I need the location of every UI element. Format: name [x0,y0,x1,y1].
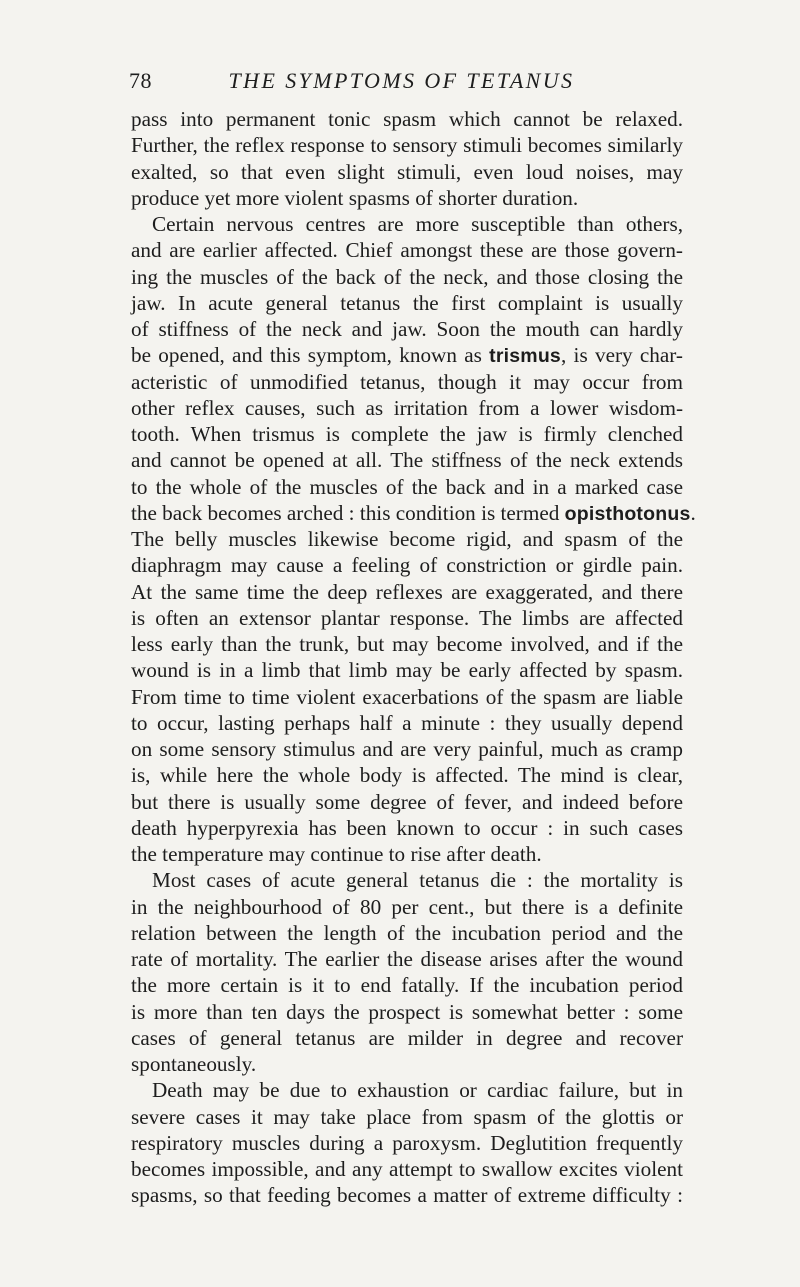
text-line: Certain nervous centres are more susceptible than others, [152,212,683,236]
text-line: spasms, so that feeding becomes a matter of extreme difficulty : [131,1183,683,1208]
text-line: wound is in a limb that limb may be early affected by spasm. [131,658,683,683]
text-line: to the whole of the muscles of the back and in a marked case [131,474,683,499]
text-line: is often an extensor plantar response. The limbs are affected [131,605,683,630]
text-line: tooth. When trismus is complete the jaw is firmly clenched [131,422,683,446]
text-line: exalted, so that even slight stimuli, even loud noises, may [131,159,683,184]
text-line: severe cases it may take place from spasm of the glottis or [131,1104,683,1129]
text-line: but there is usually some degree of fever, and indeed before [131,789,683,814]
text-line: the back becomes arched : this condition is termed opisthotonus. [131,500,696,525]
text-line: ing the muscles of the back of the neck, and those closing the [131,264,683,289]
text-line: less early than the trunk, but may become involved, and if the [131,632,683,656]
text-line: rate of mortality. The earlier the disease arises after the wound [131,947,683,971]
page-number: 78 [129,68,152,93]
text-line: respiratory muscles during a paroxysm. Deglutition frequently [131,1130,683,1155]
running-title: THE SYMPTOMS OF TETANUS [228,68,575,93]
body-text [131,106,696,1209]
text-line: the more certain is it to end fatally. If the incubation period [131,973,683,998]
text-line: the temperature may continue to rise after death. [131,842,542,866]
text-line: From time to time violent exacerbations of the spasm are liable [131,684,683,709]
term-opisthotonus: opisthotonus [564,502,691,525]
text-line: Most cases of acute general tetanus die : the mortality is [152,868,683,893]
text-line: death hyperpyrexia has been known to occur : in such cases [131,815,683,840]
text-line: on some sensory stimulus and are very painful, much as cramp [131,737,683,761]
page-header [129,68,674,100]
text-line: is, while here the whole body is affected. The mind is clear, [131,763,683,788]
text-line: Further, the reflex response to sensory stimuli becomes similarly [131,133,683,158]
text-line: cases of general tetanus are milder in degree and recover [131,1025,683,1050]
text-line: in the neighbourhood of 80 per cent., but there is a definite [131,894,683,919]
text-line: produce yet more violent spasms of shorter duration. [131,185,579,210]
text-line: is more than ten days the prospect is somewhat better : some [131,999,683,1024]
text-line: and are earlier affected. Chief amongst these are those govern- [131,238,683,263]
text-line: spontaneously. [131,1052,257,1076]
text-line: other reflex causes, such as irritation from a lower wisdom- [131,395,683,420]
text-line: of stiffness of the neck and jaw. Soon the mouth can hardly [131,317,683,341]
text-line: to occur, lasting perhaps half a minute : they usually depend [131,710,683,735]
text-line: jaw. In acute general tetanus the first complaint is usually [131,290,683,315]
text-line: Death may be due to exhaustion or cardiac failure, but in [152,1078,683,1103]
term-trismus: trismus [489,345,561,368]
text-line: becomes impossible, and any attempt to swallow excites violent [131,1157,683,1181]
text-line: diaphragm may cause a feeling of constriction or girdle pain. [131,553,683,578]
text-line: The belly muscles likewise become rigid, and spasm of the [131,527,683,551]
text-line: and cannot be opened at all. The stiffness of the neck extends [131,448,683,473]
text-line: be opened, and this symptom, known as trismus, is very char- [131,343,683,368]
text-line: At the same time the deep reflexes are exaggerated, and there [131,579,683,604]
text-line: pass into permanent tonic spasm which cannot be relaxed. [131,107,683,131]
text-line: acteristic of unmodified tetanus, though it may occur from [131,369,683,394]
text-line: relation between the length of the incubation period and the [131,920,683,945]
